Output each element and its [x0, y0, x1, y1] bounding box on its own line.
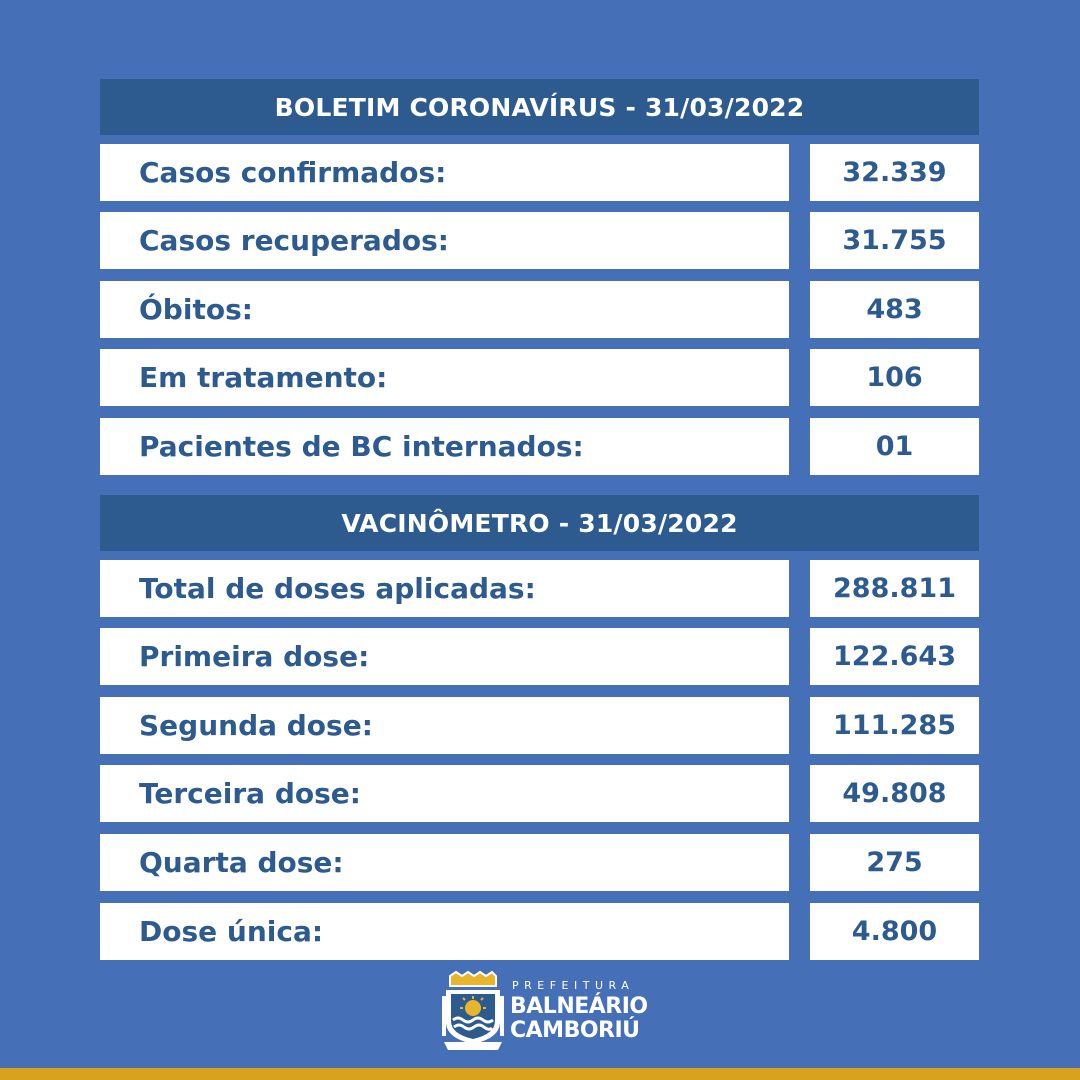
table-row: [100, 697, 979, 754]
logo-camboriu-text: CAMBORIÚ: [510, 1018, 640, 1043]
row-label: Dose única:: [100, 903, 789, 960]
row-label: Terceira dose:: [100, 765, 789, 822]
row-label: Pacientes de BC internados:: [100, 418, 789, 475]
row-label: Em tratamento:: [100, 349, 789, 406]
table-row: [100, 834, 979, 891]
row-value: 483: [810, 281, 979, 338]
row-value: 31.755: [810, 212, 979, 269]
row-value: 106: [810, 349, 979, 406]
row-value: 4.800: [810, 903, 979, 960]
row-label: Quarta dose:: [100, 834, 789, 891]
row-label: Casos confirmados:: [100, 144, 789, 201]
row-label: Total de doses aplicadas:: [100, 560, 789, 617]
row-value: 01: [810, 418, 979, 475]
table-row: [100, 144, 979, 201]
row-value: 111.285: [810, 697, 979, 754]
city-coat-of-arms-icon: [442, 970, 504, 1052]
table-row: [100, 903, 979, 960]
prefeitura-logo: [442, 970, 662, 1056]
logo-balneario-text: BALNEÁRIO: [510, 994, 648, 1019]
table-row: [100, 418, 979, 475]
row-value: 32.339: [810, 144, 979, 201]
logo-prefeitura-text: PREFEITURA: [512, 979, 635, 992]
table-row: [100, 765, 979, 822]
row-value: 49.808: [810, 765, 979, 822]
bottom-accent-bar: [0, 1068, 1080, 1080]
table-row: [100, 281, 979, 338]
table-row: [100, 560, 979, 617]
boletim-title: BOLETIM CORONAVÍRUS - 31/03/2022: [274, 92, 805, 122]
row-value: 122.643: [810, 628, 979, 685]
vacinometro-title: VACINÔMETRO - 31/03/2022: [341, 508, 738, 538]
row-label: Segunda dose:: [100, 697, 789, 754]
table-row: [100, 628, 979, 685]
row-value: 275: [810, 834, 979, 891]
table-row: [100, 212, 979, 269]
row-label: Primeira dose:: [100, 628, 789, 685]
row-value: 288.811: [810, 560, 979, 617]
boletim-header: [100, 79, 979, 135]
row-label: Casos recuperados:: [100, 212, 789, 269]
table-row: [100, 349, 979, 406]
vacinometro-header: [100, 495, 979, 551]
row-label: Óbitos:: [100, 281, 789, 338]
